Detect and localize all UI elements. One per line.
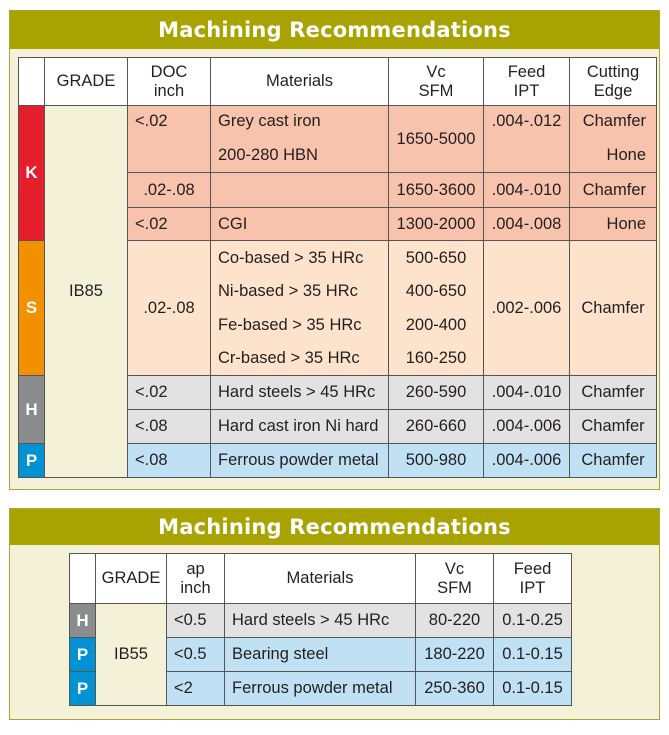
vc-cell: 500-980 — [389, 444, 484, 478]
header-row — [70, 554, 572, 604]
recommendations-table-ib85 — [18, 57, 657, 478]
group-tag-h: H — [70, 604, 96, 638]
grade-cell: IB55 — [96, 604, 167, 706]
materials-cell: Grey cast iron 200-280 HBN — [211, 106, 389, 173]
doc-header: DOC inch — [128, 58, 211, 106]
doc-cell: <.02 — [128, 106, 211, 173]
feed-cell: .004-.012 — [484, 106, 570, 173]
ap-header: ap inch — [167, 554, 225, 604]
doc-cell: .02-.08 — [128, 241, 211, 376]
group-tag-p: P — [19, 444, 45, 478]
table-row — [70, 604, 572, 638]
panel-title: Machining Recommendations — [10, 11, 659, 49]
doc-cell: <.08 — [128, 444, 211, 478]
vc-cell: 500-650 400-650 200-400 160-250 — [389, 241, 484, 376]
feed-cell: .004-.010 — [484, 173, 570, 208]
grade-cell: IB85 — [45, 106, 128, 478]
feed-cell: .002-.006 — [484, 241, 570, 376]
materials-cell: Ferrous powder metal — [211, 444, 389, 478]
doc-cell: <.02 — [128, 376, 211, 410]
materials-header: Materials — [211, 58, 389, 106]
vc-cell: 260-660 — [389, 410, 484, 444]
feed-cell: .004-.006 — [484, 444, 570, 478]
group-tag-k: K — [19, 106, 45, 241]
edge-cell: Hone — [570, 208, 657, 241]
vc-header: Vc SFM — [389, 58, 484, 106]
edge-cell: Chamfer — [570, 376, 657, 410]
materials-cell: CGI — [211, 208, 389, 241]
ap-cell: <2 — [167, 672, 225, 706]
vc-cell: 80-220 — [416, 604, 494, 638]
doc-cell: <.08 — [128, 410, 211, 444]
materials-cell: Hard steels > 45 HRc — [225, 604, 416, 638]
group-header-cell — [19, 58, 45, 106]
materials-cell: Co-based > 35 HRc Ni-based > 35 HRc Fe-based > 35 HRc Cr-based > 35 HRc — [211, 241, 389, 376]
grade-header: GRADE — [45, 58, 128, 106]
recommendations-table-ib55 — [69, 553, 572, 706]
materials-header: Materials — [225, 554, 416, 604]
header-row — [19, 58, 657, 106]
vc-cell: 250-360 — [416, 672, 494, 706]
vc-cell: 1650-3600 — [389, 173, 484, 208]
feed-cell: 0.1-0.15 — [494, 672, 572, 706]
ap-cell: <0.5 — [167, 638, 225, 672]
edge-cell: Chamfer Hone — [570, 106, 657, 173]
feed-cell: 0.1-0.25 — [494, 604, 572, 638]
edge-cell: Chamfer — [570, 410, 657, 444]
feed-cell: .004-.006 — [484, 410, 570, 444]
ap-cell: <0.5 — [167, 604, 225, 638]
vc-cell: 180-220 — [416, 638, 494, 672]
materials-cell: Bearing steel — [225, 638, 416, 672]
edge-cell: Chamfer — [570, 241, 657, 376]
doc-cell: <.02 — [128, 208, 211, 241]
feed-header: Feed IPT — [494, 554, 572, 604]
edge-header: Cutting Edge — [570, 58, 657, 106]
group-header-cell — [70, 554, 96, 604]
materials-cell — [211, 173, 389, 208]
feed-cell: .004-.008 — [484, 208, 570, 241]
vc-cell: 1300-2000 — [389, 208, 484, 241]
feed-cell: 0.1-0.15 — [494, 638, 572, 672]
vc-cell: 260-590 — [389, 376, 484, 410]
panel-title: Machining Recommendations — [10, 509, 659, 545]
materials-cell: Hard steels > 45 HRc — [211, 376, 389, 410]
materials-cell: Ferrous powder metal — [225, 672, 416, 706]
vc-header: Vc SFM — [416, 554, 494, 604]
feed-cell: .004-.010 — [484, 376, 570, 410]
edge-cell: Chamfer — [570, 173, 657, 208]
feed-header: Feed IPT — [484, 58, 570, 106]
vc-cell: 1650-5000 — [389, 106, 484, 173]
edge-cell: Chamfer — [570, 444, 657, 478]
group-tag-h: H — [19, 376, 45, 444]
doc-cell: .02-.08 — [128, 173, 211, 208]
group-tag-p: P — [70, 672, 96, 706]
materials-cell: Hard cast iron Ni hard — [211, 410, 389, 444]
grade-header: GRADE — [96, 554, 167, 604]
group-tag-s: S — [19, 241, 45, 376]
group-tag-p: P — [70, 638, 96, 672]
table-row — [19, 106, 657, 173]
